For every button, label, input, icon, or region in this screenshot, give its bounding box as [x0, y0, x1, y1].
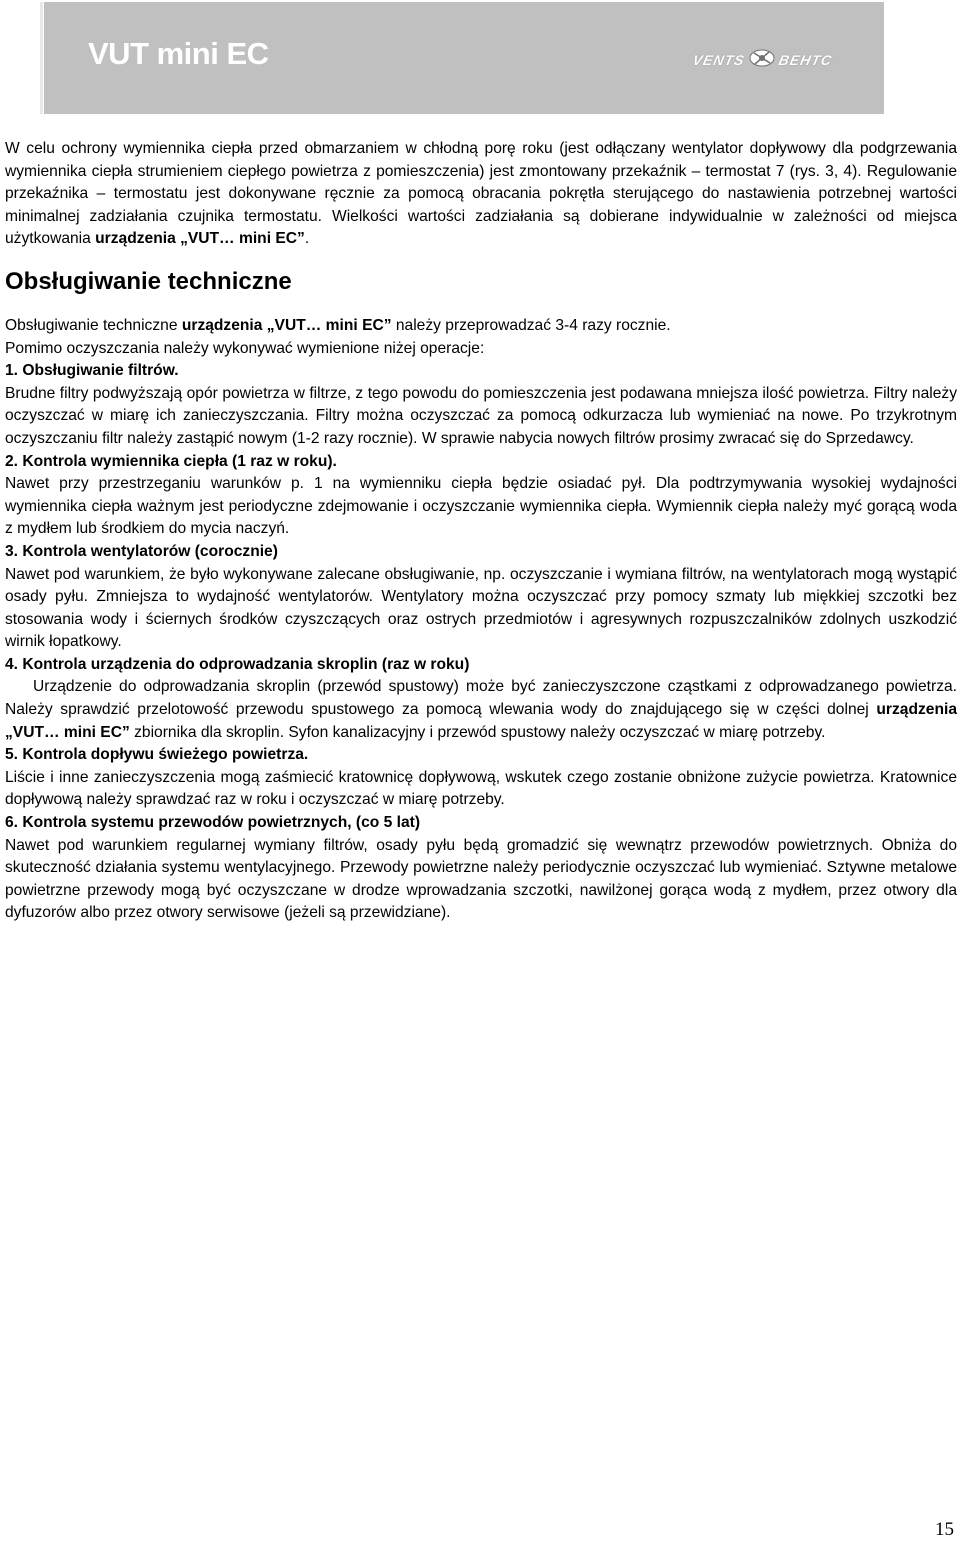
page-number: 15 [935, 1519, 954, 1540]
header-edge [40, 2, 43, 114]
lead-text: Obsługiwanie techniczne [5, 316, 182, 334]
brand-logo [693, 49, 832, 71]
brand-left-text: VENTS [691, 52, 747, 68]
intro-device-name: urządzenia „VUT… mini EC” [95, 230, 305, 248]
item-4-text [5, 676, 957, 744]
item-3-text: Nawet pod warunkiem, że było wykonywane zalecane obsługiwanie, np. oczyszczanie i wymiana filtrów, na wentylatorach mogą wystąpić osady pyłu. Zmniejsza to wydajność wentylatorów. Wentylatory można oczyszczać przy pomocy szmaty lub miękkiej szczotki bez stosowania wody i ściernych środków czyszczących oraz ostrych przedmiotów i agresywnych rozpuszczalników zdolnych uszkodzić wirnik łopatkowy. [5, 565, 957, 651]
lead-device-name: urządzenia „VUT… mini EC” [181, 316, 392, 334]
section-lead-2: Pomimo oczyszczania należy wykonywać wymienione niżej operacje: [5, 339, 485, 357]
item-1-heading: 1. Obsługiwanie filtrów. [5, 362, 179, 380]
item-2-heading: 2. Kontrola wymiennika ciepła (1 raz w roku). [5, 452, 337, 470]
lead-text-end: należy przeprowadzać 3-4 razy rocznie. [391, 316, 671, 334]
intro-paragraph [5, 138, 957, 251]
section-title: Obsługiwanie techniczne [5, 267, 292, 295]
brand-right-text: ВЕНТС [777, 52, 834, 68]
page-header [44, 2, 884, 114]
item-4-device-name: urządzenia „VUT… mini EC” [5, 701, 957, 741]
fan-emblem-icon [749, 49, 775, 72]
item-2-text: Nawet przy przestrzeganiu warunków p. 1 na wymienniku ciepła będzie osiadać pył. Dla podtrzymywania wysokiej wydajności wymiennika ciepła ważnym jest periodyczne zdejmowanie i oczyszczanie wymiennika ciepła. Wymiennik ciepła należy myć gorącą woda z mydłem lub środkiem do mycia naczyń. [5, 475, 957, 538]
document-body [5, 138, 957, 925]
item-5-heading: 5. Kontrola dopływu świeżego powietrza. [5, 746, 309, 764]
item-4-text-end: zbiornika dla skroplin. Syfon kanalizacyjny i przewód spustowy należy oczyszczać w miarę potrzeby. [129, 723, 826, 741]
item-1-text: Brudne filtry podwyższają opór powietrza w filtrze, z tego powodu do pomieszczenia jest podawana mniejsza ilość powietrza. Filtry należy oczyszczać w miarę ich zanieczyszczania. Filtry można oczyszczać za pomocą odkurzacza lub wymieniać na nowe. Po trzykrotnym oczyszczaniu filtr należy zastąpić nowym (1-2 razy rocznie). W sprawie nabycia nowych filtrów prosimy zwracać się do Sprzedawcy. [5, 384, 957, 447]
item-4-heading: 4. Kontrola urządzenia do odprowadzania skroplin (raz w roku) [5, 655, 470, 673]
item-4-text-start: Urządzenie do odprowadzania skroplin (przewód spustowy) może być zanieczyszczone cząstkami z odprowadzanego powietrza. Należy sprawdzić przelotowość przewodu spustowego za pomocą wlewania wody do znajdującego się w części dolnej [5, 678, 957, 719]
intro-end: . [304, 230, 310, 248]
item-5-text: Liście i inne zanieczyszczenia mogą zaśmiecić kratownicę dopływową, wskutek czego zostanie obniżone zużycie powietrza. Kratownice dopływową należy sprawdzać raz w roku i oczyszczać w miarę potrzeby. [5, 768, 957, 809]
intro-text: W celu ochrony wymiennika ciepła przed obmarzaniem w chłodną porę roku (jest odłączany wentylator dopływowy dla podgrzewania wymiennika ciepła strumieniem ciepłego powietrza z pomieszczenia) jest zmontowany przekaźnik – termostat 7 (rys. 3, 4). Regulowanie przekaźnika – termostatu jest dokonywane ręcznie za pomocą obracania pokrętła sterującego do nastawienia potrzebnej wartości minimalnej zadziałania czujnika termostatu. Wielkości wartości zadziałania są dobierane indywidualnie w zależności od miejsca użytkowania [5, 140, 957, 248]
section-lead [5, 315, 957, 338]
item-6-text: Nawet pod warunkiem regularnej wymiany filtrów, osady pyłu będą gromadzić się wewnątrz przewodów powietrznych. Obniża do skuteczność działania systemu wentylacyjnego. Przewody powietrzne należy periodycznie oczyszczać lub wymieniać. Sztywne metalowe powietrzne przewody mogą być oczyszczane w drodze wprowadzania szczotki, nawilżonej gorąca wodą z mydłem, przez otwory dla dyfuzorów albo przez otwory serwisowe (jeżeli są przewidziane). [5, 836, 957, 922]
item-3-heading: 3. Kontrola wentylatorów (corocznie) [5, 542, 278, 560]
header-title: VUT mini EC [88, 36, 269, 71]
item-6-heading: 6. Kontrola systemu przewodów powietrznych, (co 5 lat) [5, 814, 421, 832]
